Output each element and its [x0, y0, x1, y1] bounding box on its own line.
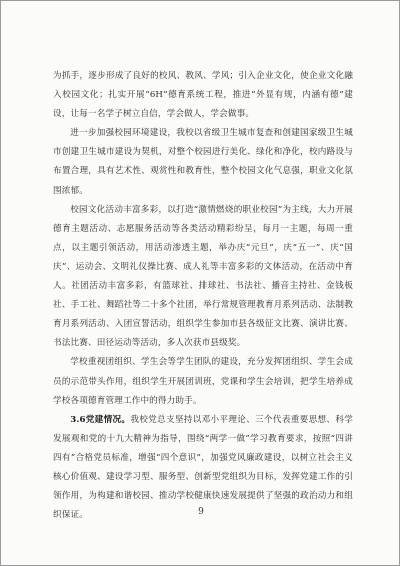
paragraph-campus-environment: 进一步加强校园环境建设，我校以省级卫生城市复查和创建国家级卫生城市创建卫生城市建设为契机，对整个校园进行美化、绿化和净化，校内路设与布置合理，具有艺术性、观赏性和教育性，整个校园文化气息强，职业文化氛围浓郁。 [53, 128, 353, 196]
section-heading-3-6: 3.6党建情况。 [70, 414, 131, 425]
body-text [53, 67, 353, 525]
party-building-text: 我校党总支坚持以邓小平理论、三个代表重要思想、科学发展观和党的十九大精神为指导，围绕“两学一做”学习教育要求，按照“四讲四有”合格党员标准，增强“四个意识”，加强党风廉政建设，以树立社会主义核心价值观、建设学习型、服务型、创新型党组织为目标，发挥党建工作的引领作用，为构建和谐校园、推动学校健康快速发展提供了坚强的政治动力和组织保证。 [53, 414, 353, 521]
paragraph-cultural-activities: 校园文化活动丰富多彩，以打造“激情燃烧的职业校园”为主线，大力开展德育主题活动、志愿服务活动等各类活动精彩纷呈，每月一主题，每周一重点，以主题引领活动，用活动渗透主题，举办庆“元旦”，庆“五一”、庆“国庆”、运动会、文明礼仪操比赛、成人礼等丰富多彩的文体活动，在活动中育人。社团活动丰富多彩，有篮球社、排球社、书法社、播音主持社、金钱板社、手工社、舞蹈社等二十多个社团，举行常规管理教育月系列活动、法制教育月系列活动、入团宣誓活动，组织学生参加市县各级征文比赛、演讲比赛、书法比赛、田径运动等活动，多人次获市县级奖。 [53, 204, 353, 349]
page-number: 9 [198, 507, 204, 517]
paragraph-culture-continued: 为抓手，逐步形成了良好的校风、教风、学风；引入企业文化，使企业文化融入校园文化；扎实开展“6H”德育系统工程，推进“外显有规，内涵有德”建设，让每一名学子树立自信，学会做人，学会做事。 [53, 71, 353, 120]
paragraph-student-organizations: 学校重视团组织、学生会等学生团队的建设，充分发挥团组织、学生会成员的示范带头作用，组织学生开展团训班，党课和学生会培训，把学生培养成学校各项德育管理工作中的得力助手。 [53, 357, 353, 406]
